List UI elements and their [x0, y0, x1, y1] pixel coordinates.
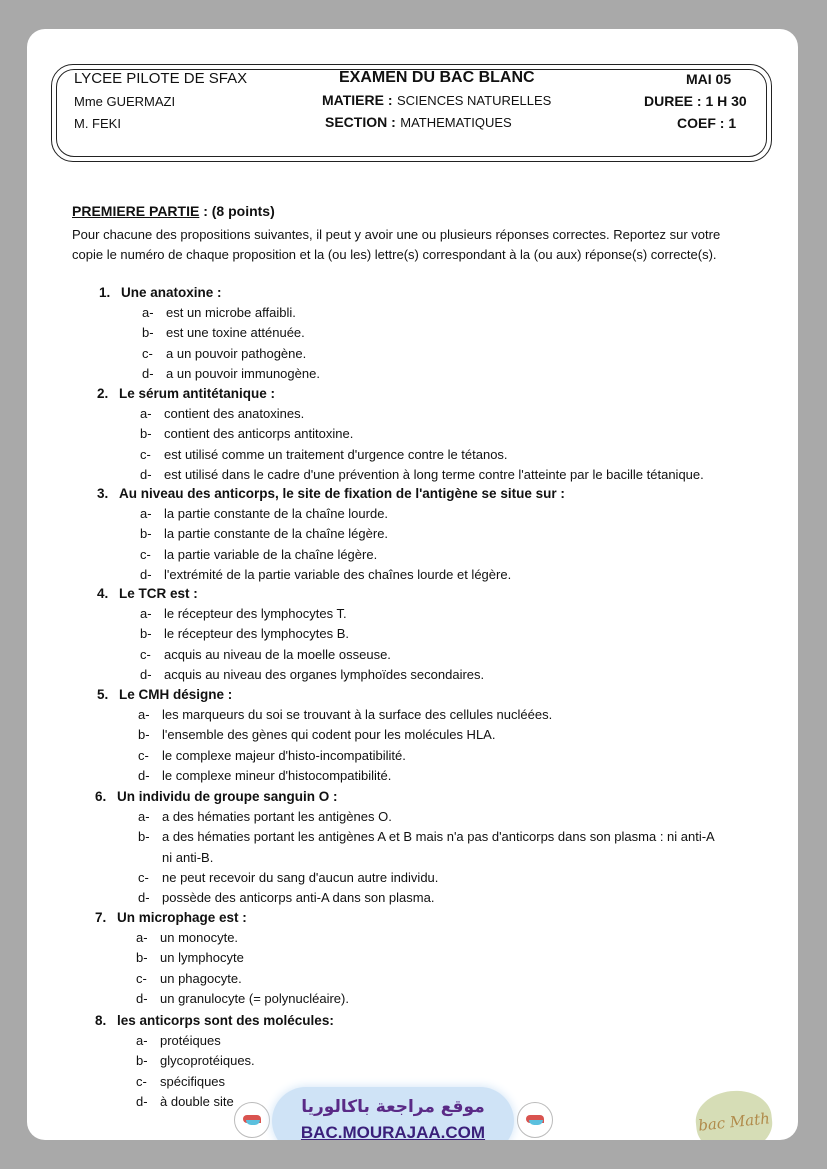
watermark-badge [272, 1087, 514, 1140]
answer-option: d- acquis au niveau des organes lymphoïdes secondaires. [140, 666, 485, 682]
question-title: 1. Une anatoxine : [99, 285, 222, 300]
answer-option: b- est une toxine atténuée. [142, 325, 305, 341]
duration: DUREE : 1 H 30 [644, 93, 747, 109]
answer-option: a- la partie constante de la chaîne lourde. [140, 506, 389, 522]
answer-option-continued: ni anti-B. [162, 849, 214, 865]
answer-option: a- a des hématies portant les antigènes O. [138, 809, 392, 825]
question-title: 5. Le CMH désigne : [97, 687, 233, 702]
answer-option: b- contient des anticorps antitoxine. [140, 426, 354, 442]
question-title: 6. Un individu de groupe sanguin O : [95, 789, 338, 804]
answer-option: c- spécifiques [136, 1073, 226, 1089]
answer-option: a- un monocyte. [136, 930, 239, 946]
answer-option: b- un lymphocyte [136, 950, 244, 966]
answer-option: b- le récepteur des lymphocytes B. [140, 626, 349, 642]
instructions: Pour chacune des propositions suivantes, il peut y avoir une ou plusieurs réponses correctes. Reportez sur votre copie le numéro de chaque proposition et la (ou les) lettre(s) correspondant à la (ou aux) réponse(s) correcte(s). [72, 227, 721, 262]
bird-logo-icon [234, 1102, 270, 1138]
answer-option: d- le complexe mineur d'histocompatibilité. [138, 767, 392, 783]
exam-date: MAI 05 [686, 71, 732, 87]
teacher-2: M. FEKI [74, 116, 121, 131]
watermark-arabic: موقع مراجعة باكالوريا [301, 1097, 485, 1117]
answer-option: d- l'extrémité de la partie variable des chaînes lourde et légère. [140, 566, 512, 582]
answer-option: d- à double site [136, 1093, 234, 1109]
question-title: 3. Au niveau des anticorps, le site de fixation de l'antigène se situe sur : [97, 486, 565, 501]
answer-option: d- est utilisé dans le cadre d'une prévention à long terme contre l'atteinte par le bacille tétanique. [140, 466, 704, 482]
question-title: 2. Le sérum antitétanique : [97, 386, 276, 401]
exam-title: EXAMEN DU BAC BLANC [339, 69, 535, 86]
answer-option: b- l'ensemble des gènes qui codent pour les molécules HLA. [138, 727, 496, 743]
answer-option: b- glycoprotéiques. [136, 1053, 255, 1069]
answer-option: b- a des hématies portant les antigènes A et B mais n'a pas d'anticorps dans son plasma : ni anti-A [138, 829, 715, 845]
question-title: 7. Un microphage est : [95, 910, 247, 925]
answer-option: c- acquis au niveau de la moelle osseuse. [140, 646, 391, 662]
question-title: 8. les anticorps sont des molécules: [95, 1013, 334, 1028]
matiere-line: MATIERE : SCIENCES NATURELLES [322, 92, 552, 108]
question-title: 4. Le TCR est : [97, 586, 198, 601]
bird-logo-icon [517, 1102, 553, 1138]
answer-option: a- est un microbe affaibli. [142, 305, 296, 321]
teacher-1: Mme GUERMAZI [74, 94, 176, 109]
answer-option: d- a un pouvoir immunogène. [142, 365, 320, 381]
answer-option: c- un phagocyte. [136, 970, 242, 986]
exam-page [27, 29, 798, 1140]
answer-option: d- un granulocyte (= polynucléaire). [136, 990, 349, 1006]
answer-option: a- le récepteur des lymphocytes T. [140, 606, 347, 622]
answer-option: a- contient des anatoxines. [140, 406, 305, 422]
answer-option: b- la partie constante de la chaîne légère. [140, 526, 389, 542]
answer-option: d- possède des anticorps anti-A dans son plasma. [138, 890, 435, 905]
answer-option: c- la partie variable de la chaîne légère. [140, 546, 378, 562]
watermark-site: BAC.MOURAJAA.COM [300, 1123, 486, 1140]
section-line: SECTION : MATHEMATIQUES [325, 114, 512, 130]
answer-option: c- ne peut recevoir du sang d'aucun autre individu. [138, 869, 439, 885]
answer-option: c- a un pouvoir pathogène. [142, 345, 307, 361]
bac-math-logo: bac Math [693, 1087, 775, 1140]
part-title: PREMIERE PARTIE : (8 points) [72, 203, 275, 219]
answer-option: c- le complexe majeur d'histo-incompatibilité. [138, 747, 406, 763]
coefficient: COEF : 1 [677, 115, 737, 131]
answer-option: c- est utilisé comme un traitement d'urgence contre le tétanos. [140, 446, 508, 462]
school-name: LYCEE PILOTE DE SFAX [74, 70, 248, 87]
answer-option: a- les marqueurs du soi se trouvant à la surface des cellules nucléées. [138, 707, 553, 723]
answer-option: a- protéiques [136, 1033, 221, 1049]
